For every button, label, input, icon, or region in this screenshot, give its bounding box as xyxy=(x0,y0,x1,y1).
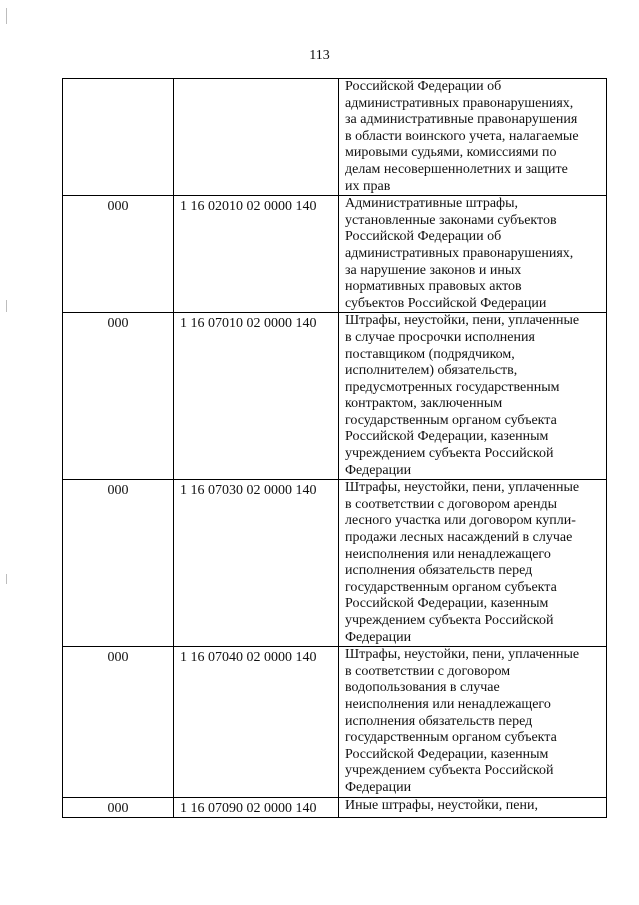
revenue-description-cell xyxy=(339,480,606,646)
description-line: государственным органом субъекта xyxy=(345,412,557,428)
description-line: Федерации xyxy=(345,629,412,645)
description-line: продажи лесных насаждений в случае xyxy=(345,530,573,546)
admin-code-cell: 000 xyxy=(63,313,174,479)
description-line: неисполнения или ненадлежащего xyxy=(345,696,551,712)
description-line: Административные штрафы, xyxy=(345,196,519,212)
table-row xyxy=(63,79,606,195)
description-line: Штрафы, неустойки, пени, уплаченные xyxy=(345,313,580,329)
description-line: административных правонарушениях, xyxy=(345,245,574,261)
description-line: Российской Федерации, казенным xyxy=(345,746,549,762)
description-line: субъектов Российской Федерации xyxy=(345,295,547,311)
budget-classification-code-cell: 1 16 02010 02 0000 140 xyxy=(174,196,339,312)
description-line: Российской Федерации об xyxy=(345,229,502,245)
description-line: исполнения обязательств перед xyxy=(345,563,533,579)
description-line: Федерации xyxy=(345,779,412,795)
description-line: в области воинского учета, налагаемые xyxy=(345,128,579,144)
description-line: учреждением субъекта Российской xyxy=(345,613,554,628)
description-line: Российской Федерации, казенным xyxy=(345,429,549,445)
description-line: делам несовершеннолетних и защите xyxy=(345,161,568,177)
revenue-description-cell xyxy=(339,196,606,312)
description-line: Иные штрафы, неустойки, пени, xyxy=(345,797,538,813)
admin-code-cell: 000 xyxy=(63,196,174,312)
revenue-description-cell xyxy=(339,647,606,796)
scan-margin-mark xyxy=(6,574,7,584)
revenue-description-cell xyxy=(339,79,606,195)
description-line: за нарушение законов и иных xyxy=(345,262,522,278)
description-line: в случае просрочки исполнения xyxy=(345,329,535,345)
description-line: водопользования в случае xyxy=(345,680,500,696)
description-line: их прав xyxy=(345,178,391,194)
admin-code-cell: 000 xyxy=(63,798,174,818)
budget-classification-code-cell: 1 16 07010 02 0000 140 xyxy=(174,313,339,479)
description-line: поставщиком (подрядчиком, xyxy=(345,346,515,362)
admin-code-cell: 000 xyxy=(63,480,174,646)
revenue-description-cell xyxy=(339,798,606,818)
description-line: неисполнения или ненадлежащего xyxy=(345,546,551,562)
description-line: административных правонарушениях, xyxy=(345,95,574,111)
description-line: контрактом, заключенным xyxy=(345,396,503,412)
description-line: Штрафы, неустойки, пени, уплаченные xyxy=(345,647,580,663)
revenue-code-table xyxy=(62,78,607,818)
description-line: в соответствии с договором аренды xyxy=(345,496,558,512)
description-line: установленные законами субъектов xyxy=(345,212,557,228)
description-line: Российской Федерации, казенным xyxy=(345,596,549,612)
admin-code-cell: 000 xyxy=(63,647,174,796)
description-line: Федерации xyxy=(345,462,412,478)
table-row xyxy=(63,646,606,796)
description-line: исполнения обязательств перед xyxy=(345,713,533,729)
table-row xyxy=(63,195,606,312)
description-line: мировыми судьями, комиссиями по xyxy=(345,145,557,161)
page-number: 113 xyxy=(309,48,330,63)
description-line: предусмотренных государственным xyxy=(345,379,560,395)
table-row xyxy=(63,797,606,818)
description-line: лесного участка или договором купли- xyxy=(345,513,576,529)
description-line: Штрафы, неустойки, пени, уплаченные xyxy=(345,480,580,496)
budget-classification-code-cell: 1 16 07040 02 0000 140 xyxy=(174,647,339,796)
description-line: государственным органом субъекта xyxy=(345,730,557,746)
description-line: Российской Федерации об xyxy=(345,79,502,94)
description-line: учреждением субъекта Российской xyxy=(345,446,554,462)
description-line: государственным органом субъекта xyxy=(345,579,557,595)
scan-margin-mark xyxy=(6,8,7,24)
budget-classification-code-cell: 1 16 07030 02 0000 140 xyxy=(174,480,339,646)
description-line: исполнителем) обязательств, xyxy=(345,363,518,379)
description-line: учреждением субъекта Российской xyxy=(345,763,554,779)
admin-code-cell xyxy=(63,79,174,195)
revenue-description-cell xyxy=(339,313,606,479)
budget-classification-code-cell: 1 16 07090 02 0000 140 xyxy=(174,798,339,818)
description-line: за административные правонарушения xyxy=(345,112,578,128)
description-line: в соответствии с договором xyxy=(345,663,511,679)
scan-margin-mark xyxy=(6,300,7,312)
budget-classification-code-cell xyxy=(174,79,339,195)
description-line: нормативных правовых актов xyxy=(345,279,522,295)
table-row xyxy=(63,312,606,479)
table-row xyxy=(63,479,606,646)
